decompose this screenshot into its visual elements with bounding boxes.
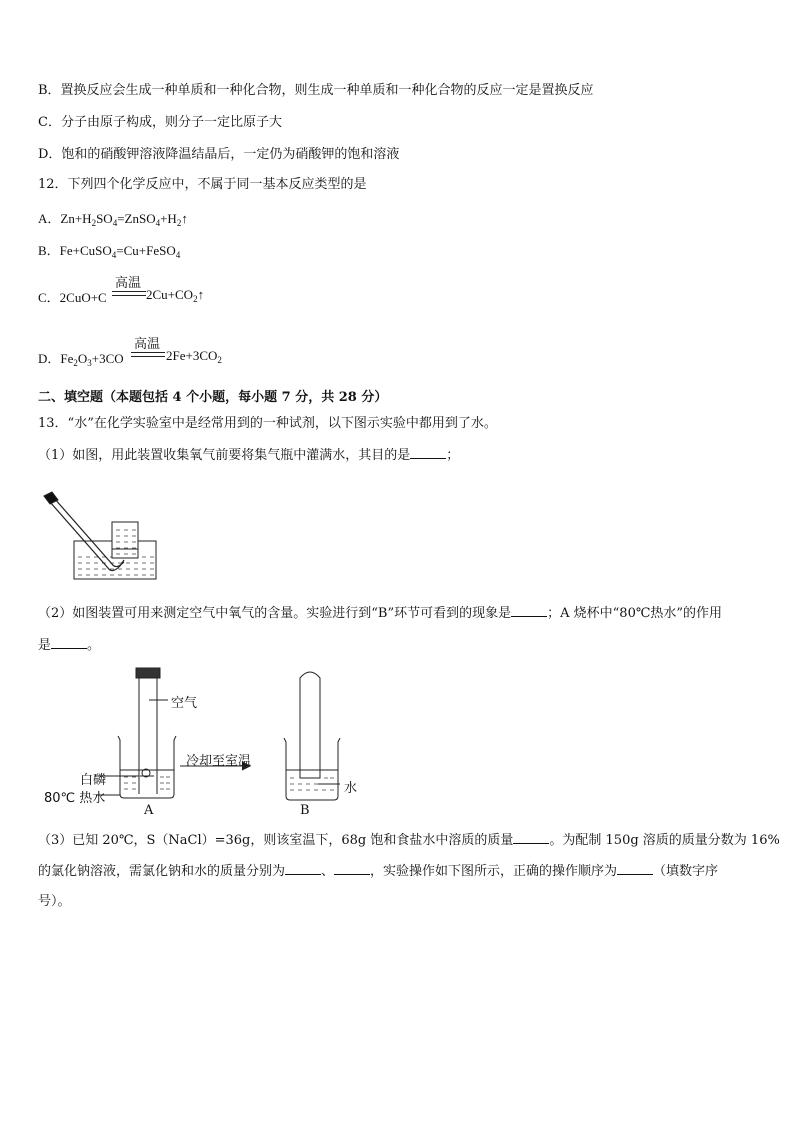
question-13-3-line3: 号）。 <box>38 894 71 909</box>
answer-blank[interactable] <box>410 446 446 459</box>
question-13-2-line2 <box>38 636 100 655</box>
question-13-1 <box>38 446 459 465</box>
sub: 4 <box>175 250 181 260</box>
q13-2-text: （2）如图装置可用来测定空气中氧气的含量。实验进行到“B”环节可看到的现象是 <box>38 606 512 621</box>
sub: 4 <box>155 218 161 228</box>
sub: 4 <box>112 218 118 228</box>
answer-blank[interactable] <box>51 636 87 649</box>
eq-text: D．Fe <box>38 351 74 366</box>
label-air: 空气 <box>171 696 198 711</box>
q13-2-end: 。 <box>87 638 101 653</box>
question-13-3-line2 <box>38 862 718 881</box>
label-a: A <box>144 803 154 818</box>
gas-arrow: ↑ <box>181 211 188 226</box>
option-12-c-condition: 高温 <box>115 276 142 291</box>
option-12-d-lhs <box>38 348 124 367</box>
label-b: B <box>300 803 310 818</box>
sub: 2 <box>217 355 222 365</box>
q13-3-text3: 的氯化钠溶液，需氯化钠和水的质量分别为 <box>38 864 286 879</box>
q13-2-text2: ；A 烧杯中“80℃热水”的作用 <box>547 606 723 621</box>
option-12-d-condition: 高温 <box>134 337 161 352</box>
question-13: 13．“水”在化学实验室中是经常用到的一种试剂，以下图示实验中都用到了水。 <box>38 416 497 431</box>
answer-blank[interactable] <box>334 862 370 875</box>
option-12-a <box>38 208 188 227</box>
sub: 2 <box>176 218 182 228</box>
eq-text: +3CO <box>91 351 124 366</box>
section-heading: 二、填空题（本题包括 4 个小题，每小题 7 分，共 28 分） <box>38 390 388 405</box>
gas-arrow: ↑ <box>197 287 205 302</box>
eq-text: 2Cu+CO <box>146 287 194 302</box>
figure-water-collection <box>40 488 160 583</box>
q13-3-text: （3）已知 20℃，S（NaCl）=36g，则该室温下，68g 饱和食盐水中溶质的质量 <box>38 833 514 848</box>
option-12-d-equals <box>131 352 165 357</box>
label-white-phosphorus: 白磷 <box>80 773 107 788</box>
q13-1-end: ； <box>446 448 460 463</box>
option-11-b: B．置换反应会生成一种单质和一种化合物，则生成一种单质和一种化合物的反应一定是置换反应 <box>38 83 594 98</box>
eq-text: +H <box>160 211 177 226</box>
sub: 4 <box>111 250 117 260</box>
label-cool-to-room-temp: 冷却至室温 <box>186 754 252 769</box>
option-11-d: D．饱和的硝酸钾溶液降温结晶后，一定仍为硝酸钾的饱和溶液 <box>38 147 400 162</box>
sub: 3 <box>87 358 92 368</box>
answer-blank[interactable] <box>513 831 549 844</box>
option-12-c-equals <box>112 291 146 296</box>
option-11-c: C．分子由原子构成，则分子一定比原子大 <box>38 115 282 130</box>
eq-text: O <box>77 351 88 366</box>
q13-2-text3: 是 <box>38 638 52 653</box>
q13-1-text: （1）如图，用此装置收集氧气前要将集气瓶中灌满水，其目的是 <box>38 448 411 463</box>
label-hot-water: 80℃ 热水 <box>44 791 106 806</box>
q13-3-text4: ，实验操作如下图所示，正确的操作顺序为 <box>370 864 618 879</box>
sub: 2 <box>73 358 78 368</box>
q13-3-sep: 、 <box>321 864 335 879</box>
answer-blank[interactable] <box>285 862 321 875</box>
question-13-2-line1 <box>38 604 722 623</box>
question-12: 12．下列四个化学反应中，不属于同一基本反应类型的是 <box>38 177 367 192</box>
sub: 2 <box>193 294 198 304</box>
eq-text: =Cu+FeSO <box>116 243 176 258</box>
option-12-d-rhs <box>166 348 222 364</box>
option-12-b-text: B．Fe+CuSO <box>38 243 112 258</box>
eq-text: SO <box>96 211 113 226</box>
label-water: 水 <box>344 781 358 796</box>
sub: 2 <box>91 218 97 228</box>
q13-3-text5: （填数字序 <box>653 864 719 879</box>
answer-blank[interactable] <box>511 604 547 617</box>
eq-text: 2Fe+3CO <box>166 348 218 363</box>
eq-text: =ZnSO <box>117 211 156 226</box>
q13-3-text2: 。为配制 150g 溶质的质量分数为 16% <box>549 833 780 848</box>
question-13-3-line1 <box>38 831 780 850</box>
answer-blank[interactable] <box>617 862 653 875</box>
option-12-c-rhs <box>146 287 204 303</box>
option-12-c-lhs: C．2CuO+C <box>38 290 107 305</box>
option-12-b <box>38 240 180 259</box>
option-12-a-text: A．Zn+H <box>38 211 92 226</box>
